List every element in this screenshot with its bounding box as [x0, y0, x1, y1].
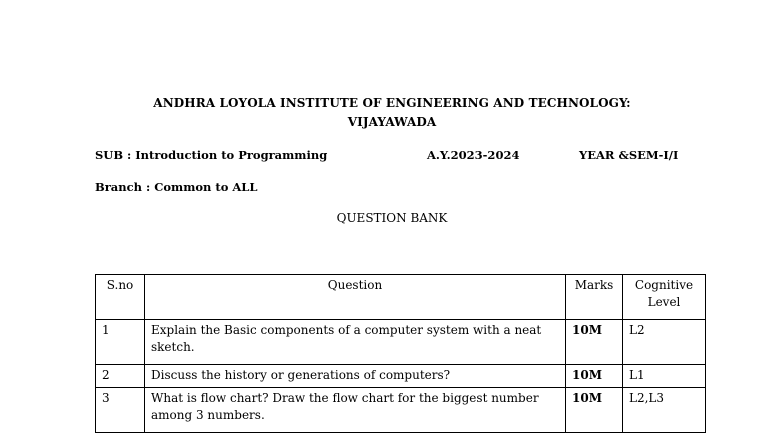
table-row — [96, 388, 706, 433]
column-header-level-line1: Cognitive — [634, 278, 694, 292]
row-sno: 2 — [96, 365, 145, 388]
page-title: QUESTION BANK — [336, 211, 448, 225]
column-header-question: Question — [145, 275, 566, 320]
row-level: L1 — [623, 365, 706, 388]
institute-city: VIJAYAWADA — [347, 115, 437, 129]
table-row — [96, 365, 706, 388]
column-header-cognitive-level — [623, 275, 706, 320]
question-table — [95, 274, 706, 433]
subject-label: SUB : Introduction to Programming — [95, 148, 328, 162]
table-header-row — [96, 275, 706, 320]
table-row — [96, 320, 706, 365]
row-marks: 10M — [566, 320, 623, 365]
institute-name: ANDHRA LOYOLA INSTITUTE OF ENGINEERING AND TECHNOLOGY: — [153, 96, 631, 110]
column-header-marks: Marks — [566, 275, 623, 320]
column-header-sno: S.no — [96, 275, 145, 320]
row-marks: 10M — [566, 365, 623, 388]
row-question: Explain the Basic components of a computer system with a neat sketch. — [145, 320, 566, 365]
academic-year: A.Y.2023-2024 — [427, 148, 520, 162]
row-question: What is flow chart? Draw the flow chart for the biggest number among 3 numbers. — [145, 388, 566, 433]
row-marks: 10M — [566, 388, 623, 433]
column-header-level-line2: Level — [647, 295, 681, 309]
row-question: Discuss the history or generations of computers? — [145, 365, 566, 388]
row-level: L2 — [623, 320, 706, 365]
row-sno: 1 — [96, 320, 145, 365]
row-sno: 3 — [96, 388, 145, 433]
branch-label: Branch : Common to ALL — [95, 180, 258, 194]
row-level: L2,L3 — [623, 388, 706, 433]
year-semester: YEAR &SEM-I/I — [579, 148, 679, 162]
